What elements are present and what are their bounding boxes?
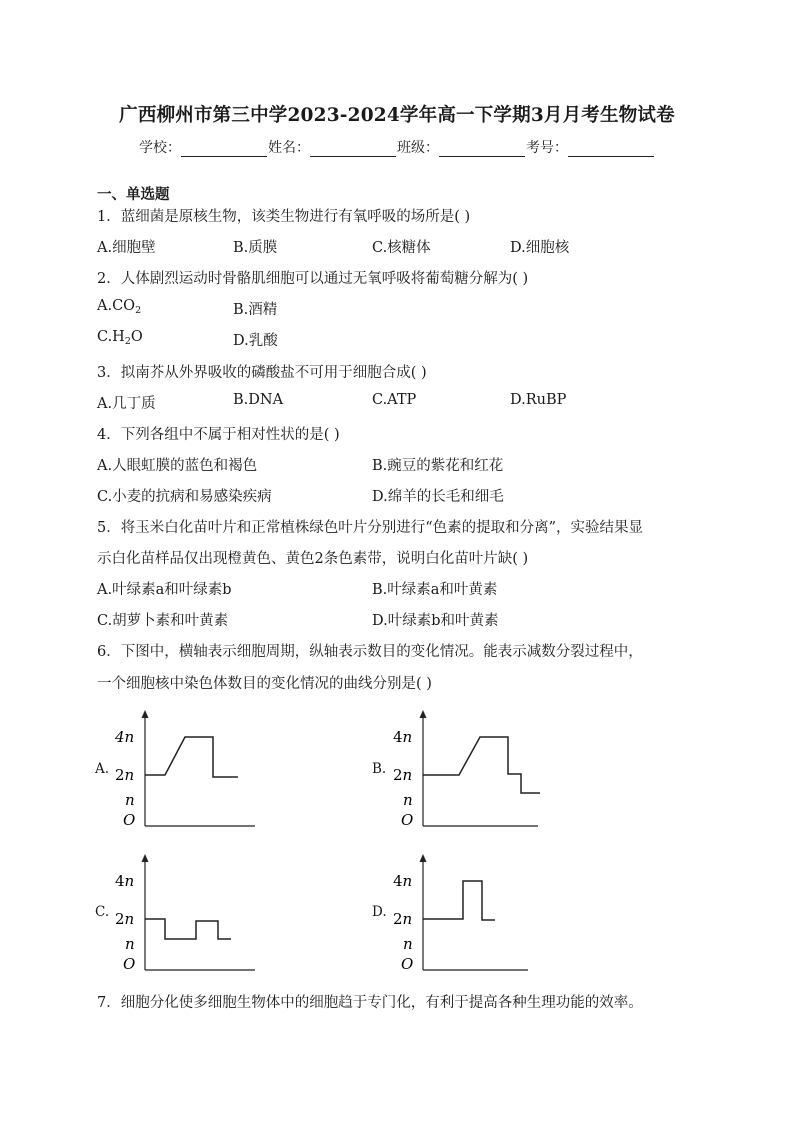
graph-d-label: D.	[372, 904, 387, 920]
curve-b	[423, 737, 540, 793]
curve-c	[145, 919, 231, 939]
q4-option-c: C.小麦的抗病和易感染疾病	[97, 489, 272, 505]
graph-a	[110, 708, 260, 837]
section-heading: 一、单选题	[97, 186, 170, 203]
school-blank[interactable]	[181, 142, 267, 157]
number-blank[interactable]	[568, 142, 654, 157]
question-3-stem: 3．拟南芥从外界吸收的磷酸盐不可用于细胞合成( )	[97, 365, 427, 381]
graph-c	[110, 852, 260, 981]
q4-option-a: A.人眼虹膜的蓝色和褐色	[97, 458, 258, 474]
graph-b-label: B.	[372, 761, 387, 777]
q4-option-d: D.绵羊的长毛和细毛	[372, 489, 504, 505]
tick-n: n	[125, 935, 135, 953]
name-blank[interactable]	[310, 142, 396, 157]
q3-option-a: A.几丁质	[97, 396, 156, 412]
tick-n: n	[125, 791, 135, 809]
class-blank[interactable]	[439, 142, 525, 157]
q5-option-a: A.叶绿素a和叶绿素b	[97, 582, 232, 598]
q3-option-d: D.RuBP	[510, 392, 567, 408]
tick-2n: 2n	[115, 766, 135, 784]
origin-o: O	[123, 811, 136, 829]
q5-option-d: D.叶绿素b和叶黄素	[372, 613, 499, 629]
tick-2n: 2n	[393, 766, 413, 784]
q1-option-c: C.核糖体	[372, 240, 431, 256]
y-axis-arrow-icon	[420, 854, 427, 862]
q1-option-b: B.质膜	[233, 240, 278, 256]
graph-d-svg	[388, 852, 538, 977]
tick-2n: 2n	[393, 910, 413, 928]
curve-a	[145, 737, 238, 777]
student-info-row	[0, 137, 794, 157]
q1-option-d: D.细胞核	[510, 240, 570, 256]
tick-4n: 4n	[115, 728, 135, 746]
question-2-stem: 2．人体剧烈运动时骨骼肌细胞可以通过无氧呼吸将葡萄糖分解为( )	[97, 271, 529, 287]
q5-option-c: C.胡萝卜素和叶黄素	[97, 613, 229, 629]
q2-option-b: B.酒精	[233, 302, 278, 318]
graph-b-svg	[388, 708, 548, 833]
q4-option-b: B.豌豆的紫花和红花	[372, 458, 504, 474]
q5-option-b: B.叶绿素a和叶黄素	[372, 582, 498, 598]
y-axis-arrow-icon	[142, 710, 149, 718]
graph-c-label: C.	[95, 904, 110, 920]
origin-o: O	[401, 955, 414, 973]
graph-a-label: A.	[95, 761, 110, 777]
question-6-stem-line-1: 6．下图中，横轴表示细胞周期，纵轴表示数目的变化情况。能表示减数分裂过程中，	[97, 644, 643, 660]
tick-n: n	[403, 935, 413, 953]
graph-a-svg	[110, 708, 260, 833]
number-label: 考号：	[526, 140, 568, 156]
tick-4n: 4n	[393, 872, 413, 890]
question-5-stem-line-1: 5．将玉米白化苗叶片和正常植株绿色叶片分别进行“色素的提取和分离”，实验结果显	[97, 520, 644, 536]
graph-c-svg	[110, 852, 260, 977]
q1-option-a: A.细胞壁	[97, 240, 156, 256]
question-1-stem: 1．蓝细菌是原核生物，该类生物进行有氧呼吸的场所是( )	[97, 209, 471, 225]
question-5-stem-line-2: 示白化苗样品仅出现橙黄色、黄色2条色素带，说明白化苗叶片缺( )	[97, 551, 529, 567]
tick-4n: 4n	[115, 872, 135, 890]
name-label: 姓名：	[268, 140, 310, 156]
q2-option-c: $C.H_2O$	[97, 329, 143, 347]
question-7-stem: 7．细胞分化使多细胞生物体中的细胞趋于专门化，有利于提高各种生理功能的效率。	[97, 995, 643, 1011]
q3-option-b: B.DNA	[233, 392, 284, 408]
tick-2n: 2n	[115, 910, 135, 928]
class-label: 班级：	[397, 140, 439, 156]
question-6-stem-line-2: 一个细胞核中染色体数目的变化情况的曲线分别是( )	[97, 676, 432, 692]
graph-d	[388, 852, 538, 981]
tick-4n: 4n	[393, 728, 413, 746]
question-4-stem: 4．下列各组中不属于相对性状的是( )	[97, 427, 340, 443]
origin-o: O	[401, 811, 414, 829]
origin-o: O	[123, 955, 136, 973]
curve-d	[423, 881, 495, 920]
graph-b	[388, 708, 548, 837]
y-axis-arrow-icon	[142, 854, 149, 862]
q2-option-d: D.乳酸	[233, 333, 278, 349]
school-label: 学校：	[139, 140, 181, 156]
exam-title: 广西柳州市第三中学2023-2024学年高一下学期3月月考生物试卷	[119, 105, 675, 126]
tick-n: n	[403, 791, 413, 809]
y-axis-arrow-icon	[420, 710, 427, 718]
q2-option-a: $A.CO_2$	[97, 298, 142, 316]
q3-option-c: C.ATP	[372, 392, 417, 408]
